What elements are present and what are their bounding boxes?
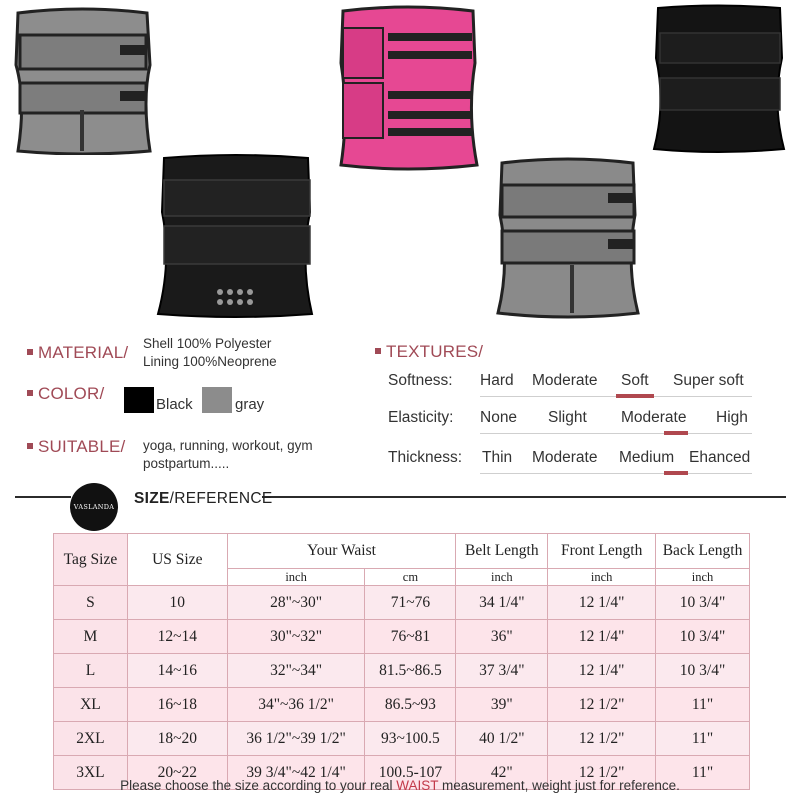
cell-tag-size: XL — [54, 688, 128, 722]
cell-tag-size: L — [54, 654, 128, 688]
table-row — [54, 620, 750, 654]
suitable-text: yoga, running, workout, gym postpartum..... — [143, 438, 313, 471]
cell-waist-inch: 30"~32" — [227, 620, 365, 654]
product-image-black-belt-side — [648, 3, 788, 155]
header-your-waist: Your Waist — [227, 534, 456, 569]
material-label: MATERIAL/ — [27, 343, 128, 363]
elasticity-option: Slight — [548, 409, 587, 426]
cell-waist-cm: 71~76 — [365, 586, 456, 620]
cell-belt-length: 36" — [456, 620, 548, 654]
size-reference-title: SIZE/REFERENCE — [134, 490, 273, 507]
elasticity-option-selected: Moderate — [621, 409, 687, 426]
cell-waist-cm: 93~100.5 — [365, 722, 456, 756]
softness-option-selected: Soft — [621, 372, 649, 389]
cell-belt-length: 37 3/4" — [456, 654, 548, 688]
cell-waist-cm: 100.5-107 — [365, 756, 456, 790]
cell-belt-length: 39" — [456, 688, 548, 722]
elasticity-label: Elasticity: — [388, 409, 454, 426]
header-us-size: US Size — [127, 534, 227, 586]
unit-back: inch — [656, 569, 750, 586]
cell-us-size: 18~20 — [127, 722, 227, 756]
cell-front-length: 12 1/4" — [548, 654, 656, 688]
cell-back-length: 10 3/4" — [656, 586, 750, 620]
black-swatch — [124, 387, 154, 413]
cell-back-length: 10 3/4" — [656, 620, 750, 654]
cell-us-size: 14~16 — [127, 654, 227, 688]
cell-us-size: 12~14 — [127, 620, 227, 654]
product-image-pink-belt — [333, 3, 483, 173]
softness-option: Hard — [480, 372, 514, 389]
cell-waist-inch: 39 3/4"~42 1/4" — [227, 756, 365, 790]
cell-back-length: 11" — [656, 688, 750, 722]
black-swatch-label: Black — [156, 396, 193, 413]
unit-waist-cm: cm — [365, 569, 456, 586]
size-table — [53, 533, 750, 790]
cell-us-size: 10 — [127, 586, 227, 620]
unit-waist-inch: inch — [227, 569, 365, 586]
table-row — [54, 722, 750, 756]
elasticity-scale-marker — [664, 431, 688, 435]
thickness-label: Thickness: — [388, 449, 463, 466]
cell-belt-length: 34 1/4" — [456, 586, 548, 620]
thickness-option-selected: Medium — [619, 449, 675, 466]
header-tag-size: Tag Size — [54, 534, 128, 586]
cell-tag-size: M — [54, 620, 128, 654]
elasticity-scale-line — [480, 433, 752, 434]
cell-belt-length: 40 1/2" — [456, 722, 548, 756]
unit-front: inch — [548, 569, 656, 586]
table-row — [54, 688, 750, 722]
gray-swatch — [202, 387, 232, 413]
softness-option: Moderate — [532, 372, 598, 389]
cell-waist-inch: 32"~34" — [227, 654, 365, 688]
cell-us-size: 20~22 — [127, 756, 227, 790]
thickness-scale-line — [480, 473, 752, 474]
cell-front-length: 12 1/4" — [548, 586, 656, 620]
unit-belt: inch — [456, 569, 548, 586]
cell-waist-cm: 76~81 — [365, 620, 456, 654]
cell-back-length: 10 3/4" — [656, 654, 750, 688]
cell-front-length: 12 1/2" — [548, 756, 656, 790]
suitable-label: SUITABLE/ — [27, 437, 125, 457]
cell-waist-inch: 28"~30" — [227, 586, 365, 620]
table-row — [54, 654, 750, 688]
cell-waist-cm: 81.5~86.5 — [365, 654, 456, 688]
material-text: Shell 100% Polyester Lining 100%Neoprene — [143, 336, 277, 369]
product-image-black-belt-front — [150, 152, 322, 320]
softness-scale-marker — [616, 394, 654, 398]
thickness-option: Moderate — [532, 449, 598, 466]
softness-label: Softness: — [388, 372, 453, 389]
brand-logo: VASLANDA — [70, 483, 118, 531]
size-footnote: Please choose the size according to your real WAIST measurement, weight just for reference. — [120, 778, 680, 793]
cell-tag-size: 3XL — [54, 756, 128, 790]
size-rule-left — [15, 496, 71, 498]
textures-label: TEXTURES/ — [375, 342, 483, 362]
cell-tag-size: S — [54, 586, 128, 620]
cell-belt-length: 42" — [456, 756, 548, 790]
product-image-gray-belt — [10, 5, 155, 155]
gray-swatch-label: gray — [235, 396, 265, 413]
elasticity-option: High — [716, 409, 748, 426]
cell-waist-cm: 86.5~93 — [365, 688, 456, 722]
header-belt-length: Belt Length — [456, 534, 548, 569]
color-label: COLOR/ — [27, 384, 104, 404]
cell-back-length: 11" — [656, 722, 750, 756]
thickness-option: Thin — [482, 449, 513, 466]
elasticity-option: None — [480, 409, 518, 426]
cell-back-length: 11" — [656, 756, 750, 790]
cell-us-size: 16~18 — [127, 688, 227, 722]
header-front-length: Front Length — [548, 534, 656, 569]
cell-front-length: 12 1/2" — [548, 722, 656, 756]
thickness-scale-marker — [664, 471, 688, 475]
softness-option: Super soft — [673, 372, 744, 389]
cell-front-length: 12 1/2" — [548, 688, 656, 722]
header-back-length: Back Length — [656, 534, 750, 569]
cell-waist-inch: 36 1/2"~39 1/2" — [227, 722, 365, 756]
table-row — [54, 586, 750, 620]
size-rule-right — [262, 496, 786, 498]
cell-waist-inch: 34"~36 1/2" — [227, 688, 365, 722]
product-image-gray-belt-front — [490, 155, 645, 320]
cell-tag-size: 2XL — [54, 722, 128, 756]
thickness-option: Ehanced — [689, 449, 751, 466]
cell-front-length: 12 1/4" — [548, 620, 656, 654]
